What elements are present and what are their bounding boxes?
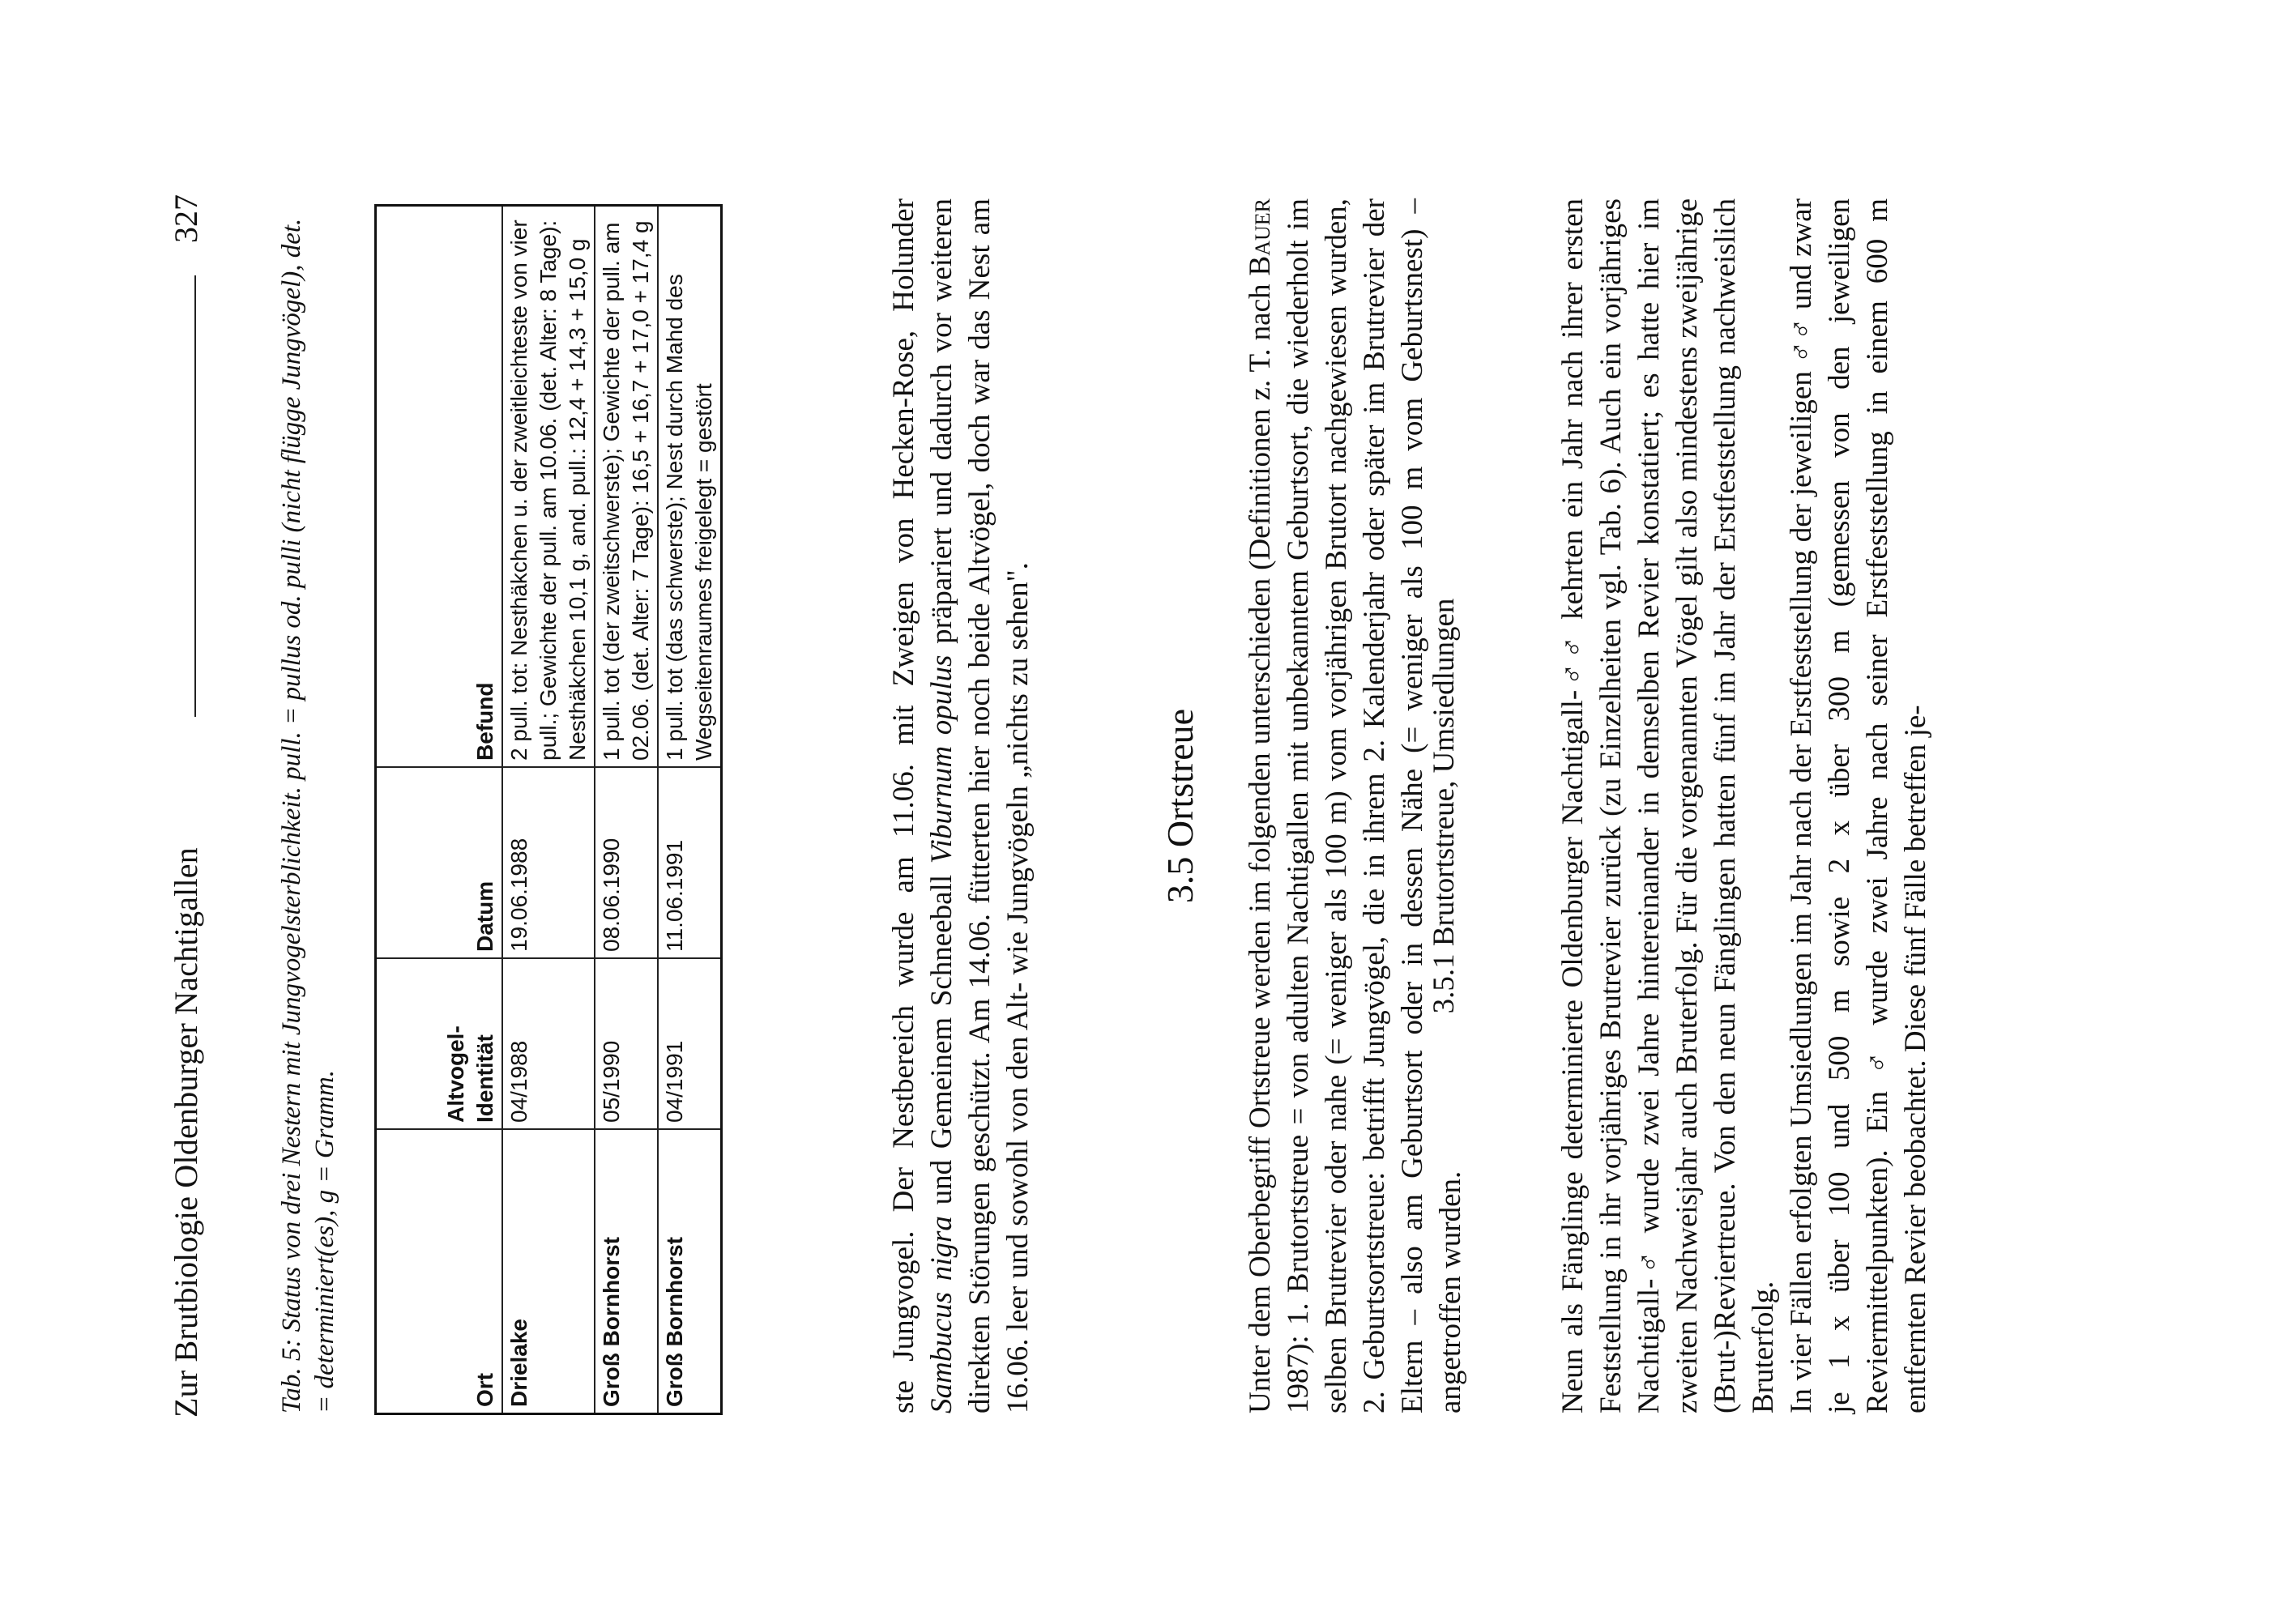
header-ort: Ort (376, 1129, 503, 1414)
table-row (502, 206, 595, 1414)
header-rule (194, 275, 196, 717)
cell-identitaet: 05/1990 (595, 958, 658, 1129)
status-table (374, 204, 723, 1415)
cell-ort: Groß Bornhorst (658, 1129, 722, 1414)
body-paragraph (885, 198, 1037, 1413)
subsection-heading: 3.5.1 Brutortstreue, Umsiedlungen (1428, 598, 1461, 1014)
section-heading: 3.5 Ortstreue (1159, 708, 1201, 904)
cell-identitaet: 04/1988 (502, 958, 595, 1129)
paragraph-brutortstreue: Neun als Fänglinge determinierte Oldenburger Nachtigall-♂♂ kehrten ein Jahr nach ihrer ersten Feststellung in ihr vorjähriges Brutrevier zurück (zu Einzelheiten vgl. Tab. 6). Auch ein vorjähriges Nachtigall-♂ wurde zwei Jahre hintereinander in demselben Revier konstatiert; es hatte hier im zweiten Nachweisjahr auch Bruterfolg. Für die vorgenannten Vögel gilt also mindestens zweijährige (Brut-)Reviertreue. Von den neun Fänglingen hatten fünf im Jahr der Erstfeststellung nachweislich Bruterfolg. (1556, 198, 1780, 1413)
header-datum: Datum (376, 767, 503, 958)
table-caption: Tab. 5: Status von drei Nestern mit Jungvogelsterblichkeit. pull. = pullus od. pulli (nicht flügge Jungvögel), det. = determiniert(es), g = Gramm. (277, 218, 339, 1413)
running-title: Zur Brutbiologie Oldenburger Nachtigallen (168, 847, 204, 1418)
cell-ort: Groß Bornhorst (595, 1129, 658, 1414)
cell-identitaet: 04/1991 (658, 958, 722, 1129)
paragraph-ortstreue: Unter dem Oberbegriff Ortstreue werden im folgenden unterschieden (Definitionen z. T. nach Bauer 1987): 1. Brutortstreue = von adulten Nachtigallen mit unbekanntem Geburtsort, die wiederholt im selben Brutrevier oder nahe (= weniger als 100 m) vom vorjährigen Brutort nachgewiesen wurden, 2. Geburtsortstreue: betrifft Jungvögel, die in ihrem 2. Kalenderjahr oder später im Brutrevier der Eltern – also am Geburtsort oder in dessen Nähe (= weniger als 100 m vom Geburtsnest) – angetroffen wurden. (1244, 198, 1467, 1413)
page-number: 327 (168, 194, 204, 243)
body-paragraph (1554, 198, 1935, 1413)
cell-datum: 19.06.1988 (502, 767, 595, 958)
header-befund: Befund (376, 206, 503, 768)
paragraph-umsiedlungen: In vier Fällen erfolgten Umsiedlungen im Jahr nach der Erstfeststellung der jeweiligen ♂♂ und zwar je 1 x über 100 und 500 m sowie 2 x über 300 m (gemessen von den jeweiligen Reviermittelpunkten). Ein ♂ wurde zwei Jahre nach seiner Erstfeststellung in einem 600 m entfernten Revier beobachtet. Diese fünf Fälle betreffen je- (1785, 198, 1932, 1413)
species-name: Sambucus nigra (925, 1216, 958, 1413)
cell-befund: 1 pull. tot (der zweitschwerste); Gewichte der pull. am 02.06. (det. Alter: 7 Tage): 16,5 + 16,7 + 17,0 + 17,4 g (595, 206, 658, 768)
paragraph-nestbereich: ste Jungvogel. Der Nestbereich wurde am 11.06. mit Zweigen von Hecken-Rose, Holunder Sambucus nigra und Gemeinem Schneeball Viburnum opulus präpariert und dadurch vor weiteren direkten Störungen geschützt. Am 14.06. fütterten hier noch beide Altvögel, doch war das Nest am 16.06. leer und sowohl von den Alt- wie Jungvögeln „nichts zu sehen". (887, 198, 1035, 1413)
table-row (595, 206, 658, 1414)
cell-ort: Drielake (502, 1129, 595, 1414)
cell-datum: 11.06.1991 (658, 767, 722, 958)
author-name: Bauer (1244, 198, 1277, 276)
table-row (658, 206, 722, 1414)
cell-datum: 08.06.1990 (595, 767, 658, 958)
cell-befund: 1 pull. tot (das schwerste); Nest durch Mahd des Wegseitenraumes freigelegt = gestört (658, 206, 722, 768)
cell-befund: 2 pull. tot: Nesthäkchen u. der zweitleichteste von vier pull.; Gewichte der pull. am 10.06. (det. Alter: 8 Tage): Nesthäkchen 10,1 g, and. pull.: 12,4 + 14,3 + 15,0 g (502, 206, 595, 768)
species-name: Viburnum opulus (925, 654, 958, 864)
table-header-row (376, 206, 503, 1414)
header-identitaet: Altvogel-Identität (376, 958, 503, 1129)
running-head (170, 194, 219, 1418)
